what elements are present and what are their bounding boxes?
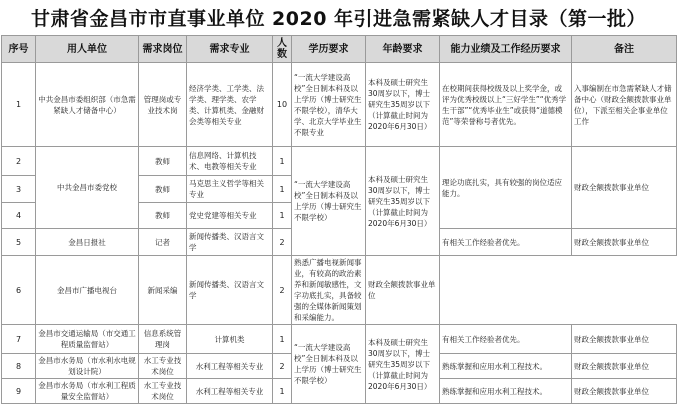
row-unit: 金昌日报社 [36,229,139,256]
ability-requirement: 熟悉广播电视新闻事业，有较高的政治素养和新闻敏感性，文字功底扎实，具备较强的全媒体新闻策划和采编能力。 [292,256,366,325]
row-count: 1 [273,176,292,203]
ability-requirement: 熟练掌握和应用水利工程技术。 [440,354,572,379]
age-requirement: 本科及硕士研究生30周岁以下，博士研究生35周岁以下（计算截止时间为2020年6月30日） [366,63,440,147]
row-post: 水工专业技术岗位 [139,354,187,379]
row-unit: 金昌市水务局（市水利水电规划设计院） [36,354,139,379]
header-count: 人数 [273,36,292,63]
row-no: 4 [2,203,36,229]
row-count: 10 [273,63,292,147]
age-requirement: 本科及硕士研究生30周岁以下，博士研究生35周岁以下（计算截止时间为2020年6月30日） [366,325,440,404]
remark: 财政全额拨款事业单位 [572,147,677,229]
education-requirement: “一流大学建设高校”全日制本科及以上学历（博士研究生不限学校） [292,325,366,404]
row-major: 水利工程等相关专业 [187,379,273,404]
row-count: 1 [273,203,292,229]
remark: 财政全额拨款事业单位 [572,354,677,379]
row-unit: 中共金昌市委党校 [36,147,139,229]
row-unit: 中共金昌市委组织部（市急需紧缺人才储备中心） [36,63,139,147]
header-post: 需求岗位 [139,36,187,63]
row-post: 教师 [139,176,187,203]
row-unit: 金昌市广播电视台 [36,256,139,325]
remark: 财政全额拨款事业单位 [572,325,677,354]
row-post: 信息系统管理岗 [139,325,187,354]
row-post: 新闻采编 [139,256,187,325]
header-education: 学历要求 [292,36,366,63]
row-count: 1 [273,147,292,176]
age-requirement: 本科及硕士研究生30周岁以下，博士研究生35周岁以下（计算截止时间为2020年6月30日） [366,147,440,256]
row-count: 1 [273,325,292,354]
row-post: 记者 [139,229,187,256]
document-title: 甘肃省金昌市市直事业单位 2020 年引进急需紧缺人才目录（第一批） [30,8,647,30]
ability-requirement: 熟练掌握和应用水利工程技术。 [440,379,572,404]
header-age: 年龄要求 [366,36,440,63]
row-unit: 金昌市交通运输局（市交通工程质量监督站） [36,325,139,354]
table-row [2,63,677,147]
table-row [2,325,677,354]
header-no: 序号 [2,36,36,63]
header-remarks: 备注 [572,36,677,63]
row-major: 马克思主义哲学等相关专业 [187,176,273,203]
ability-requirement: 有相关工作经验者优先。 [440,229,572,256]
row-no: 2 [2,147,36,176]
ability-requirement: 理论功底扎实，具有较强的岗位适应能力。 [440,147,572,229]
header-major: 需求专业 [187,36,273,63]
remark: 入事编制在市急需紧缺人才储备中心（财政全额拨款事业单位），下派至相关企事业单位工作 [572,63,677,147]
row-major: 新闻传播类、汉语言文学 [187,229,273,256]
row-major: 新闻传播类、汉语言文学 [187,256,273,325]
row-unit: 金昌市水务局（市水利工程质量安全监督站） [36,379,139,404]
remark: 财政全额拨款事业单位 [366,256,440,325]
header-requirements: 能力业绩及工作经历要求 [440,36,572,63]
education-requirement: “一流大学建设高校”全日制本科及以上学历（博士研究生不限学校） [292,147,366,256]
row-post: 水工专业技术岗位 [139,379,187,404]
row-no: 5 [2,229,36,256]
table-row [2,147,677,176]
row-post: 教师 [139,203,187,229]
row-major: 经济学类、工学类、法学类、理学类、农学类、计算机类、金融财会类等相关专业 [187,63,273,147]
row-post: 管理岗或专业技术岗 [139,63,187,147]
row-count: 2 [273,256,292,325]
row-no: 7 [2,325,36,354]
row-no: 9 [2,379,36,404]
row-major: 党史党建等相关专业 [187,203,273,229]
header-unit: 用人单位 [36,36,139,63]
row-no: 1 [2,63,36,147]
ability-requirement: 在校期间获得校级及以上奖学金，或评为优秀校级以上“三好学生”“优秀学生干部”“优秀毕业生”或获得“道德模范”等荣誉称号者优先。 [440,63,572,147]
table-row [2,256,677,325]
row-count: 2 [273,354,292,379]
row-post: 教师 [139,147,187,176]
ability-requirement: 有相关工作经验者优先。 [440,325,572,354]
row-no: 3 [2,176,36,203]
row-count: 2 [273,229,292,256]
table-header-row [2,36,677,63]
row-count: 1 [273,379,292,404]
education-requirement: “一流大学建设高校”全日制本科及以上学历（博士研究生不限学校），清华大学、北京大学毕业生不限专业 [292,63,366,147]
row-major: 信息网络、计算机技术、电教等相关专业 [187,147,273,176]
row-no: 6 [2,256,36,325]
remark: 财政全额拨款事业单位 [572,229,677,256]
remark: 财政全额拨款事业单位 [572,379,677,404]
row-major: 水利工程等相关专业 [187,354,273,379]
row-no: 8 [2,354,36,379]
row-major: 计算机类 [187,325,273,354]
talent-table [1,35,677,404]
